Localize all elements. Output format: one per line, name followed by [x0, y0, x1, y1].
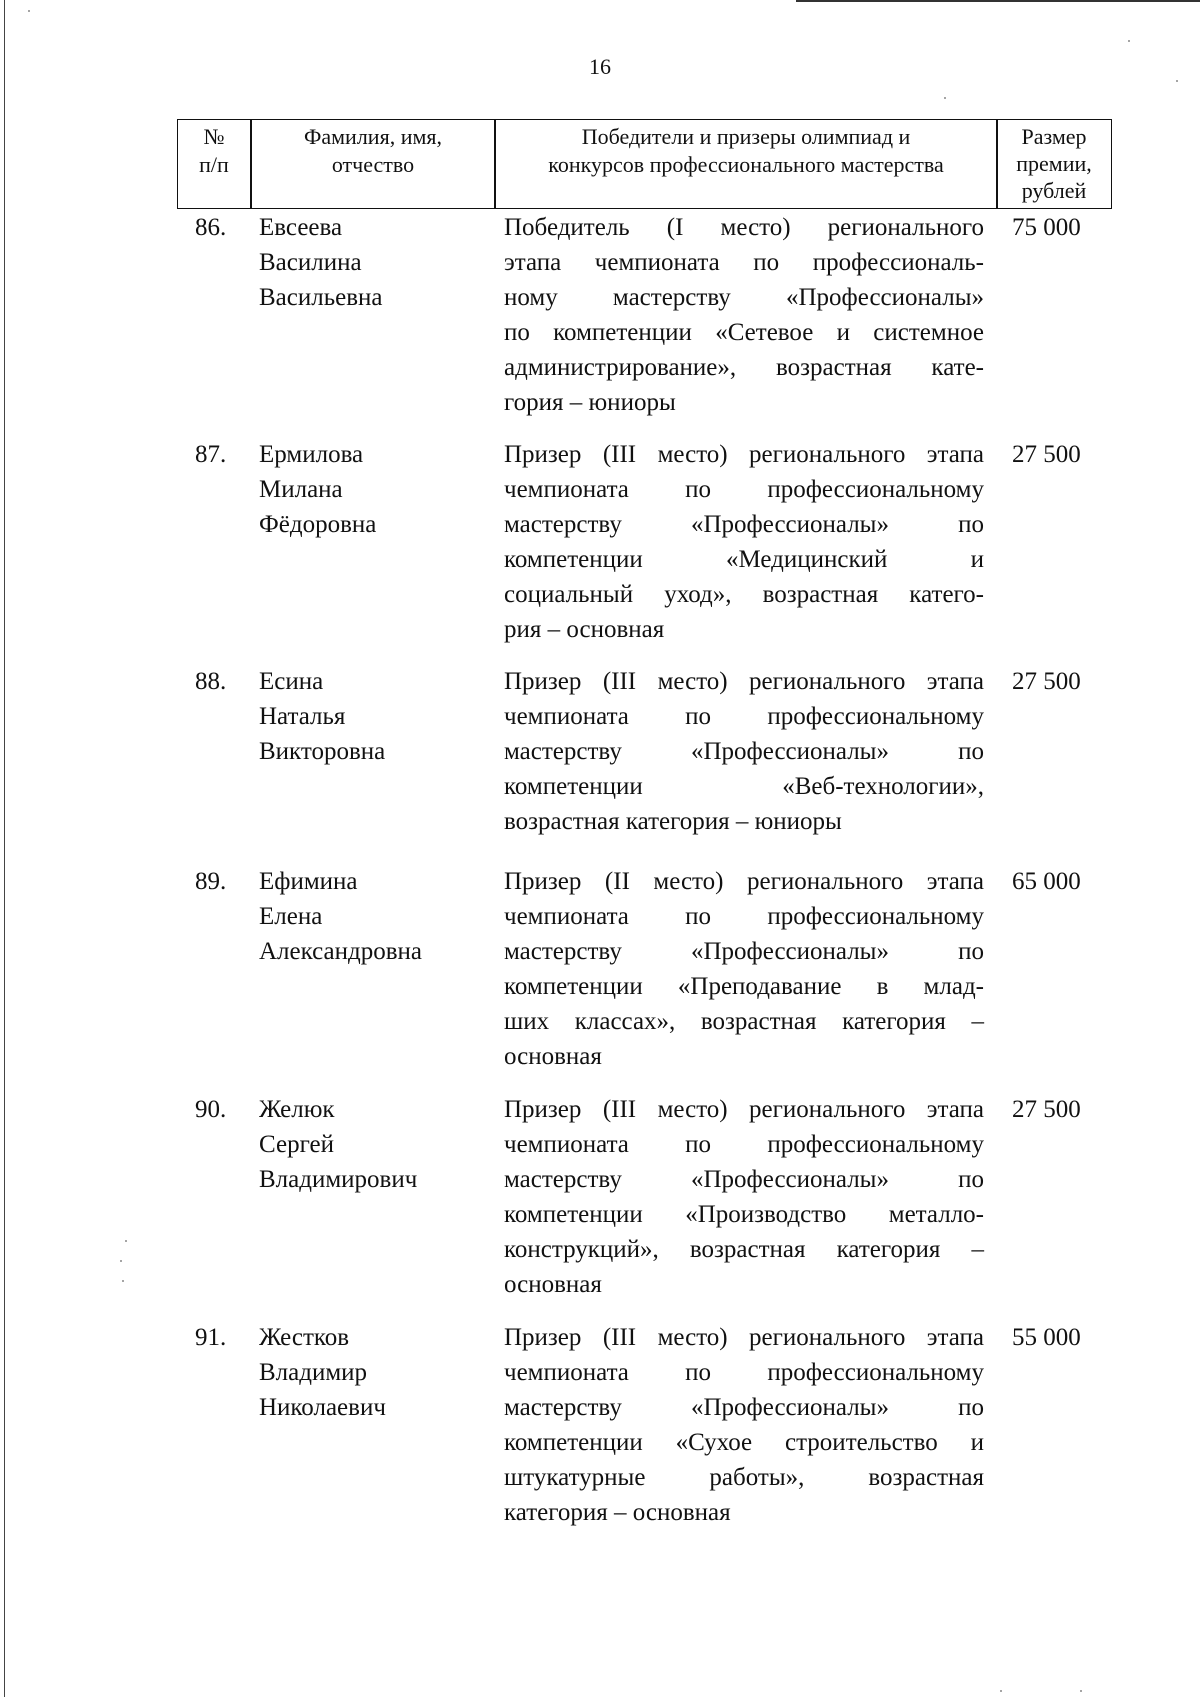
desc-line: компетенции «Медицинский и	[504, 546, 984, 573]
desc-line: мастерству «Профессионалы» по	[504, 1394, 984, 1421]
desc-line: чемпионата по профессиональному	[504, 1131, 984, 1158]
name-line: Ермилова	[259, 441, 364, 468]
row-name	[259, 437, 376, 542]
desc-line: гория – юниоры	[504, 389, 676, 416]
scan-speck	[944, 97, 946, 99]
row-name	[259, 664, 385, 769]
desc-line: мастерству «Профессионалы» по	[504, 1166, 984, 1193]
scan-edge-left	[4, 0, 5, 1697]
name-line: Викторовна	[259, 738, 386, 765]
header-name-line: отчество	[331, 152, 415, 177]
name-line: Николаевич	[259, 1394, 386, 1421]
desc-line: чемпионата по профессиональному	[504, 903, 984, 930]
row-name	[259, 1320, 386, 1425]
row-number: 89.	[195, 868, 227, 895]
name-line: Евсеева	[259, 214, 343, 241]
desc-line: рия – основная	[504, 616, 665, 643]
desc-line: по компетенции «Сетевое и системное	[504, 319, 984, 346]
name-line: Сергей	[259, 1131, 334, 1158]
header-desc	[496, 120, 996, 208]
desc-line: мастерству «Профессионалы» по	[504, 738, 984, 765]
desc-line: чемпионата по профессиональному	[504, 1359, 984, 1386]
scan-speck	[120, 1260, 122, 1262]
row-number: 91.	[195, 1324, 227, 1351]
row-description	[504, 664, 984, 839]
name-line: Владимирович	[259, 1166, 418, 1193]
header-name	[252, 120, 494, 208]
row-description	[504, 210, 984, 420]
name-line: Владимир	[259, 1359, 368, 1386]
desc-line: конструкций», возрастная категория –	[504, 1236, 984, 1263]
header-amount-line: Размер	[1021, 124, 1087, 149]
desc-line: чемпионата по профессиональному	[504, 703, 984, 730]
row-description	[504, 1320, 984, 1530]
table-header	[177, 119, 1112, 209]
desc-line: Призер (III место) регионального этапа	[504, 668, 984, 695]
desc-line: компетенции «Сухое строительство и	[504, 1429, 984, 1456]
desc-line: социальный уход», возрастная катего-	[504, 581, 984, 608]
row-number: 88.	[195, 668, 227, 695]
scan-speck	[28, 10, 30, 12]
row-amount: 27 500	[1012, 668, 1081, 695]
scan-edge-top	[796, 0, 1200, 2]
desc-line: чемпионата по профессиональному	[504, 476, 984, 503]
desc-line: Победитель (I место) регионального	[504, 214, 984, 241]
desc-line: штукатурные работы», возрастная	[504, 1464, 984, 1491]
desc-line: мастерству «Профессионалы» по	[504, 938, 984, 965]
row-description	[504, 437, 984, 647]
name-line: Милана	[259, 476, 343, 503]
name-line: Ефимина	[259, 868, 358, 895]
name-line: Наталья	[259, 703, 346, 730]
desc-line: основная	[504, 1271, 602, 1298]
name-line: Васильевна	[259, 284, 383, 311]
desc-line: мастерству «Профессионалы» по	[504, 511, 984, 538]
desc-line: этапа чемпионата по профессиональ-	[504, 249, 984, 276]
row-amount: 75 000	[1012, 214, 1081, 241]
row-amount: 27 500	[1012, 441, 1081, 468]
row-amount: 65 000	[1012, 868, 1081, 895]
row-number: 90.	[195, 1096, 227, 1123]
desc-line: ших классах», возрастная категория –	[504, 1008, 984, 1035]
desc-line: компетенции «Производство металло-	[504, 1201, 984, 1228]
header-num-line: №	[203, 124, 225, 149]
row-number: 86.	[195, 214, 227, 241]
row-name	[259, 1092, 417, 1197]
name-line: Желюк	[259, 1096, 335, 1123]
name-line: Василина	[259, 249, 362, 276]
name-line: Александровна	[259, 938, 423, 965]
row-number: 87.	[195, 441, 227, 468]
scan-speck	[1000, 1690, 1002, 1692]
desc-line: Призер (III место) регионального этапа	[504, 1324, 984, 1351]
desc-line: ному мастерству «Профессионалы»	[504, 284, 984, 311]
desc-line: возрастная категория – юниоры	[504, 808, 842, 835]
row-description	[504, 864, 984, 1074]
scan-speck	[125, 1240, 127, 1242]
name-line: Жестков	[259, 1324, 350, 1351]
row-name	[259, 864, 422, 969]
header-num	[178, 120, 250, 208]
name-line: Фёдоровна	[259, 511, 377, 538]
header-desc-line: конкурсов профессионального мастерства	[548, 152, 944, 177]
header-amount-line: рублей	[1021, 178, 1087, 203]
desc-line: компетенции «Преподавание в млад-	[504, 973, 984, 1000]
header-amount-line: премии,	[1016, 151, 1092, 176]
header-amount	[998, 120, 1110, 208]
name-line: Елена	[259, 903, 323, 930]
desc-line: администрирование», возрастная кате-	[504, 354, 984, 381]
name-line: Есина	[259, 668, 324, 695]
row-amount: 27 500	[1012, 1096, 1081, 1123]
desc-line: Призер (III место) регионального этапа	[504, 1096, 984, 1123]
header-desc-line: Победители и призеры олимпиад и	[581, 124, 911, 149]
desc-line: компетенции «Веб-технологии»,	[504, 773, 984, 800]
row-name	[259, 210, 383, 315]
row-description	[504, 1092, 984, 1302]
desc-line: категория – основная	[504, 1499, 731, 1526]
desc-line: основная	[504, 1043, 602, 1070]
row-amount: 55 000	[1012, 1324, 1081, 1351]
scan-speck	[1176, 80, 1178, 82]
desc-line: Призер (III место) регионального этапа	[504, 441, 984, 468]
scan-speck	[1128, 40, 1130, 42]
scan-speck	[1080, 1690, 1082, 1692]
scan-speck	[122, 1280, 124, 1282]
header-num-line: п/п	[199, 152, 229, 177]
page-number: 16	[589, 54, 611, 79]
header-name-line: Фамилия, имя,	[303, 124, 443, 149]
desc-line: Призер (II место) регионального этапа	[504, 868, 984, 895]
